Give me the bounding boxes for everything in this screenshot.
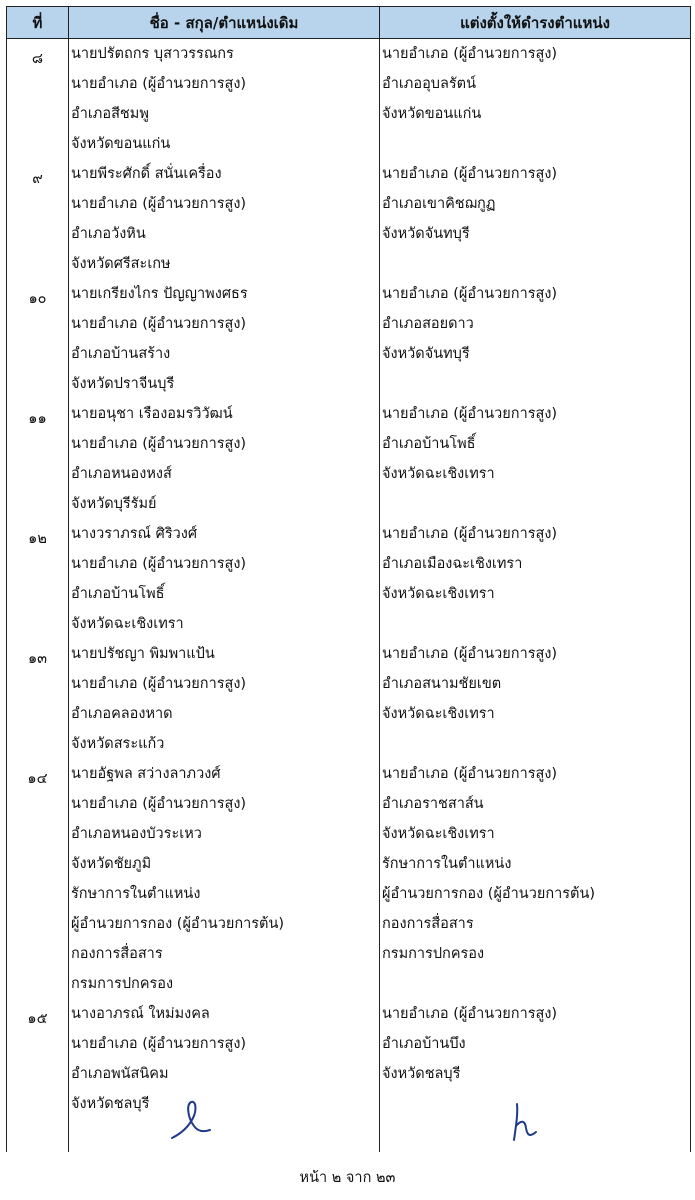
new-position-cell (380, 639, 691, 759)
new-position-line: กรมการปกครอง (382, 946, 485, 962)
row-number-cell (7, 39, 69, 160)
new-position-line: นายอำเภอ (ผู้อำนวยการสูง) (382, 286, 558, 302)
old-position-line: อำเภอหนองหงส์ (71, 466, 172, 482)
old-position-cell (69, 399, 380, 519)
table-row (7, 159, 691, 279)
old-position-line: นายอัฐพล สว่างลาภวงศ์ (71, 766, 221, 782)
row-number-cell (7, 159, 69, 279)
new-position-line: จังหวัดชลบุรี (382, 1066, 461, 1082)
new-position-line: จังหวัดขอนแก่น (382, 106, 482, 122)
new-position-line: นายอำเภอ (ผู้อำนวยการสูง) (382, 766, 558, 782)
table-row (7, 999, 691, 1152)
old-position-line: นายอำเภอ (ผู้อำนวยการสูง) (71, 796, 247, 812)
new-position-line: จังหวัดฉะเชิงเทรา (382, 706, 495, 722)
old-position-line: กองการสื่อสาร (71, 946, 163, 962)
new-position-line: นายอำเภอ (ผู้อำนวยการสูง) (382, 1006, 558, 1022)
new-position-line: จังหวัดฉะเชิงเทรา (382, 466, 495, 482)
new-position-line: อำเภอบ้านบึง (382, 1036, 466, 1052)
old-position-line: กรมการปกครอง (71, 976, 174, 992)
old-position-line: จังหวัดปราจีนบุรี (71, 376, 175, 392)
new-position-line: อำเภอสนามชัยเขต (382, 676, 502, 692)
new-position-line: อำเภอเขาคิชฌกูฏ (382, 196, 496, 212)
old-position-line: นายอำเภอ (ผู้อำนวยการสูง) (71, 676, 247, 692)
new-position-line: นายอำเภอ (ผู้อำนวยการสูง) (382, 166, 558, 182)
new-position-line: อำเภออุบลรัตน์ (382, 76, 476, 92)
table-body (7, 39, 691, 1153)
old-position-line: อำเภอสีชมพู (71, 106, 149, 122)
old-position-line: อำเภอหนองบัวระเหว (71, 826, 202, 842)
header-new-position: แต่งตั้งให้ดำรงตำแหน่ง (380, 7, 691, 39)
old-position-line: นายอำเภอ (ผู้อำนวยการสูง) (71, 1036, 247, 1052)
old-position-line: นายพีระศักดิ์ สนั่นเครื่อง (71, 166, 222, 182)
old-position-line: นายปรัชญา พิมพาแป้น (71, 646, 215, 662)
signature-left-ink (168, 1094, 214, 1142)
old-position-line: จังหวัดฉะเชิงเทรา (71, 616, 184, 632)
new-position-line: นายอำเภอ (ผู้อำนวยการสูง) (382, 646, 558, 662)
appointment-table (6, 6, 691, 1152)
table-row (7, 519, 691, 639)
new-position-line: จังหวัดฉะเชิงเทรา (382, 826, 495, 842)
old-position-line: นายอำเภอ (ผู้อำนวยการสูง) (71, 76, 247, 92)
old-position-cell (69, 999, 380, 1152)
signature-left (168, 1094, 214, 1142)
old-position-line: อำเภอพนัสนิคม (71, 1066, 169, 1082)
new-position-line: จังหวัดจันทบุรี (382, 226, 470, 242)
new-position-cell (380, 159, 691, 279)
table-row (7, 759, 691, 999)
table-row (7, 39, 691, 160)
old-position-cell (69, 519, 380, 639)
table-row (7, 279, 691, 399)
row-number: ๑๐ (28, 291, 47, 307)
row-number-cell (7, 999, 69, 1152)
old-position-line: อำเภอคลองหาด (71, 706, 173, 722)
new-position-line: อำเภอเมืองฉะเชิงเทรา (382, 556, 523, 572)
old-position-line: จังหวัดสระแก้ว (71, 736, 165, 752)
new-position-line: อำเภอสอยดาว (382, 316, 474, 332)
old-position-line: นายอำเภอ (ผู้อำนวยการสูง) (71, 316, 247, 332)
new-position-line: อำเภอราชสาส์น (382, 796, 484, 812)
new-position-line: จังหวัดจันทบุรี (382, 346, 470, 362)
row-number: ๑๒ (28, 531, 47, 547)
row-number: ๘ (31, 51, 44, 67)
header-number: ที่ (7, 7, 69, 39)
new-position-line: จังหวัดฉะเชิงเทรา (382, 586, 495, 602)
old-position-line: นางอาภรณ์ ใหม่มงคล (71, 1006, 210, 1022)
table-row (7, 639, 691, 759)
old-position-line: นางวราภรณ์ ศิริวงศ์ (71, 526, 198, 542)
old-position-line: นายอนุชา เรืองอมรวิวัฒน์ (71, 406, 233, 422)
old-position-cell (69, 39, 380, 160)
new-position-line: กองการสื่อสาร (382, 916, 474, 932)
old-position-line: จังหวัดขอนแก่น (71, 136, 171, 152)
table-header-row (7, 7, 691, 39)
signature-right-ink (509, 1098, 539, 1144)
new-position-cell (380, 759, 691, 999)
old-position-line: นายอำเภอ (ผู้อำนวยการสูง) (71, 556, 247, 572)
row-number: ๙ (32, 171, 43, 187)
row-number-cell (7, 519, 69, 639)
table-row (7, 399, 691, 519)
old-position-line: รักษาการในตำแหน่ง (71, 886, 201, 902)
old-position-cell (69, 639, 380, 759)
old-position-line: อำเภอวังหิน (71, 226, 146, 242)
old-position-cell (69, 279, 380, 399)
new-position-line: นายอำเภอ (ผู้อำนวยการสูง) (382, 46, 558, 62)
row-number-cell (7, 759, 69, 999)
old-position-line: นายอำเภอ (ผู้อำนวยการสูง) (71, 436, 247, 452)
new-position-cell (380, 279, 691, 399)
new-position-line: ผู้อำนวยการกอง (ผู้อำนวยการต้น) (382, 886, 596, 902)
old-position-line: นายอำเภอ (ผู้อำนวยการสูง) (71, 196, 247, 212)
row-number: ๑๑ (28, 411, 47, 427)
old-position-line: จังหวัดชัยภูมิ (71, 856, 152, 872)
row-number-cell (7, 399, 69, 519)
old-position-line: ผู้อำนวยการกอง (ผู้อำนวยการต้น) (71, 916, 285, 932)
new-position-cell (380, 519, 691, 639)
row-number: ๑๔ (27, 771, 48, 787)
row-number-cell (7, 639, 69, 759)
header-old-position: ชื่อ - สกุล/ตำแหน่งเดิม (69, 7, 380, 39)
old-position-line: จังหวัดบุรีรัมย์ (71, 496, 157, 512)
new-position-line: อำเภอบ้านโพธิ์ (382, 436, 476, 452)
new-position-line: นายอำเภอ (ผู้อำนวยการสูง) (382, 526, 558, 542)
old-position-cell (69, 759, 380, 999)
row-number-cell (7, 279, 69, 399)
old-position-line: จังหวัดชลบุรี (71, 1096, 150, 1112)
old-position-line: อำเภอบ้านสร้าง (71, 346, 171, 362)
old-position-line: นายเกรียงไกร ปัญญาพงศธร (71, 286, 248, 302)
new-position-line: นายอำเภอ (ผู้อำนวยการสูง) (382, 406, 558, 422)
row-number: ๑๓ (27, 651, 48, 667)
signature-right (509, 1098, 539, 1144)
new-position-cell (380, 399, 691, 519)
old-position-line: จังหวัดศรีสะเกษ (71, 256, 171, 272)
old-position-line: นายปรัตถกร บุสาวรรณกร (71, 46, 234, 62)
row-number: ๑๕ (27, 1011, 48, 1027)
new-position-line: รักษาการในตำแหน่ง (382, 856, 512, 872)
old-position-line: อำเภอบ้านโพธิ์ (71, 586, 165, 602)
page-number: หน้า ๒ จาก ๒๓ (299, 1170, 396, 1186)
new-position-cell (380, 39, 691, 160)
old-position-cell (69, 159, 380, 279)
